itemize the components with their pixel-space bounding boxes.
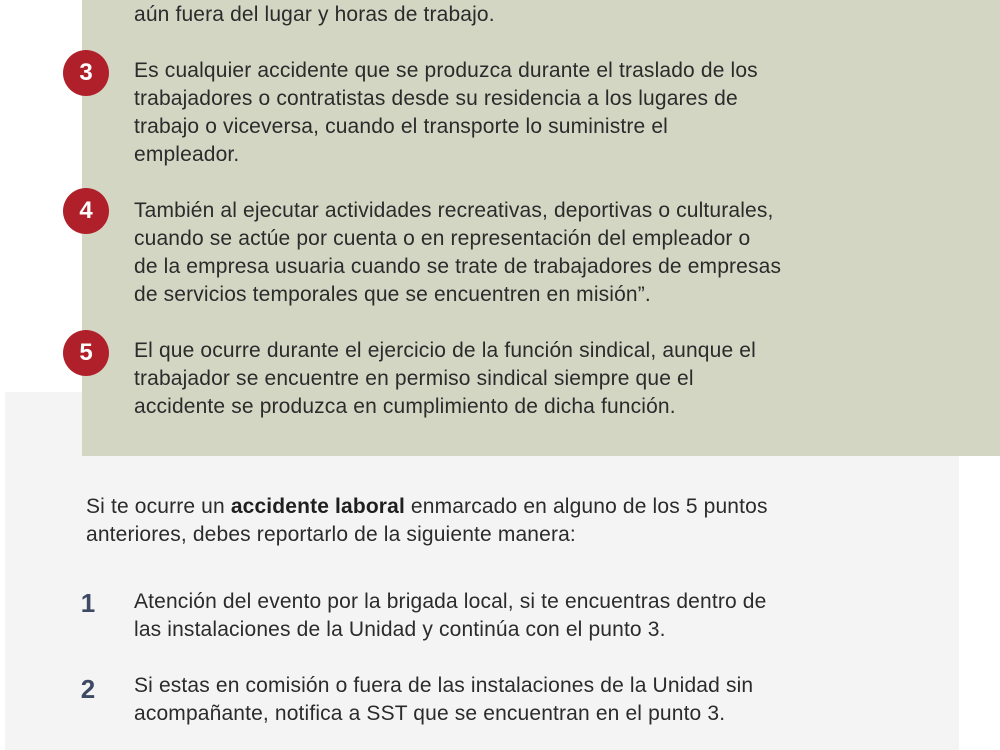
definition-badge-3: 3 xyxy=(63,50,109,96)
definition-tail-text: aún fuera del lugar y horas de trabajo. xyxy=(134,3,495,26)
definition-badge-4: 4 xyxy=(63,188,109,234)
definition-item-4-text: También al ejecutar actividades recreativas, deportivas o culturales, cuando se actúe por cuenta o en representación del empleador o de la empresa usuaria cuando se trate de trabajadores de empresas de servicios temporales que se encuentren en misión”. xyxy=(134,199,782,306)
report-step-1-text: Atención del evento por la brigada local, si te encuentras dentro de las instalaciones de la Unidad y continúa con el punto 3. xyxy=(134,590,767,641)
report-step-number-2: 2 xyxy=(80,674,96,704)
report-step-2-text: Si estas en comisión o fuera de las instalaciones de la Unidad sin acompañante, notifica a SST que se encuentran en el punto 3. xyxy=(134,674,754,725)
report-intro-text xyxy=(86,493,768,549)
report-intro-before: Si te ocurre un xyxy=(86,495,231,518)
definition-badge-5: 5 xyxy=(63,330,109,376)
report-intro-bold: accidente laboral xyxy=(230,495,405,518)
definition-item-3-text: Es cualquier accidente que se produzca durante el traslado de los trabajadores o contratistas desde su residencia a los lugares de trabajo o viceversa, cuando el transporte lo suministre el empleador. xyxy=(134,59,758,166)
definition-item-5-text: El que ocurre durante el ejercicio de la función sindical, aunque el trabajador se encuentre en permiso sindical siempre que el accidente se produzca en cumplimiento de dicha función. xyxy=(134,339,756,418)
report-intro-after: enmarcado en alguno de los 5 puntos anteriores, debes reportarlo de la siguiente manera: xyxy=(86,495,768,546)
report-step-number-1: 1 xyxy=(80,588,96,618)
